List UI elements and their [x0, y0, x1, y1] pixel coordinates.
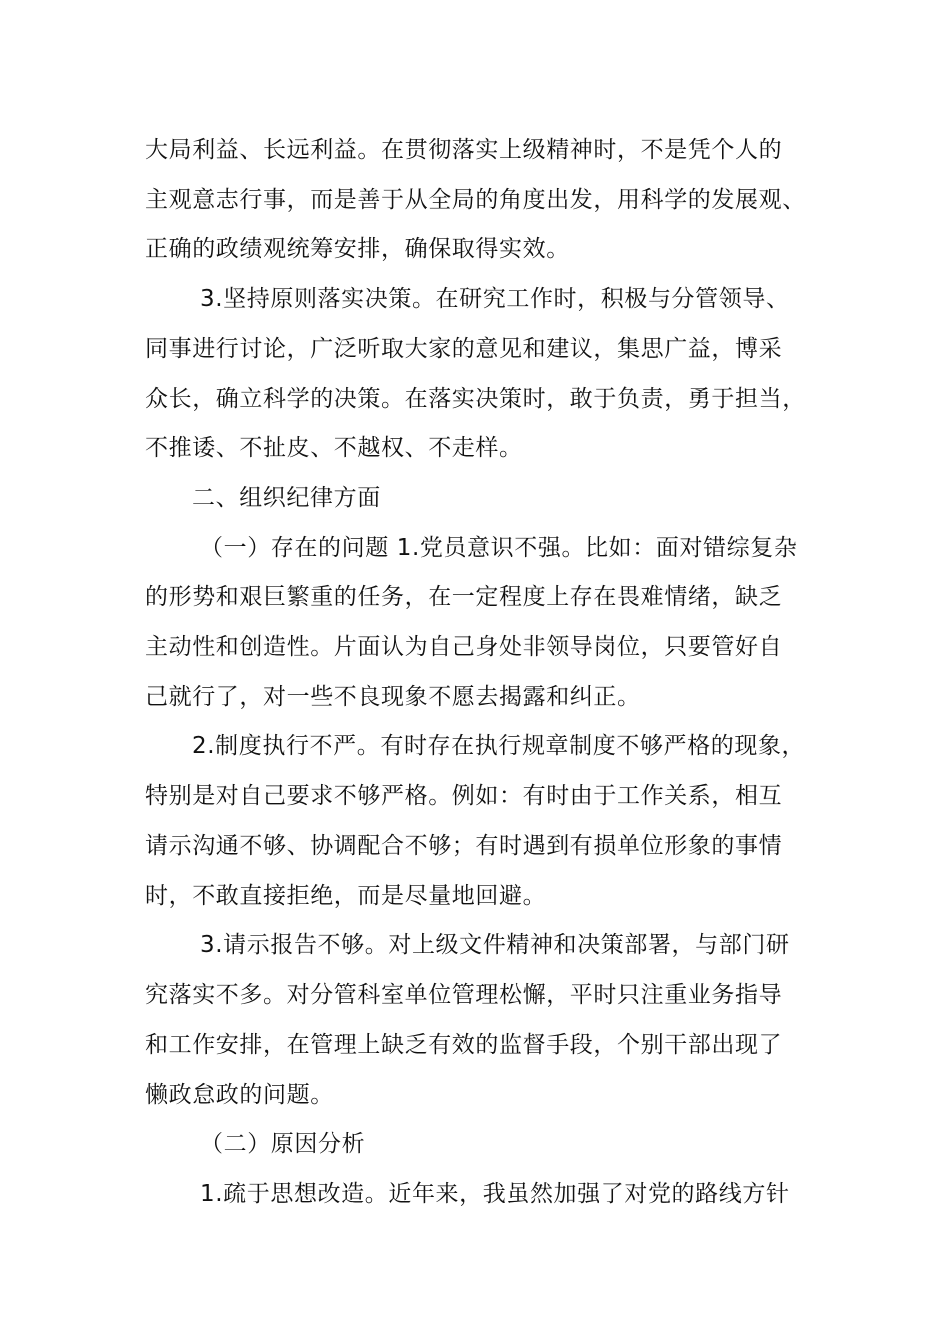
text-line: 同事进行讨论，广泛听取大家的意见和建议，集思广益，博采: [145, 336, 783, 362]
text-line: 不推诿、不扯皮、不越权、不走样。: [145, 435, 523, 461]
text-line: 时，不敢直接拒绝，而是尽量地回避。: [145, 883, 547, 909]
text-line: 和工作安排，在管理上缺乏有效的监督手段，个别干部出现了: [145, 1032, 783, 1058]
text-line: 3.请示报告不够。对上级文件精神和决策部署，与部门研: [200, 932, 790, 958]
text-line: （一）存在的问题 1.党员意识不强。比如：面对错综复杂: [200, 535, 798, 561]
text-line: 究落实不多。对分管科室单位管理松懈，平时只注重业务指导: [145, 982, 783, 1008]
text-line: 主观意志行事，而是善于从全局的角度出发，用科学的发展观、: [145, 187, 806, 213]
text-line: 1.疏于思想改造。近年来，我虽然加强了对党的路线方针: [200, 1181, 790, 1207]
text-line: 3.坚持原则落实决策。在研究工作时，积极与分管领导、: [200, 286, 790, 312]
text-line: 正确的政绩观统筹安排，确保取得实效。: [145, 236, 570, 262]
text-line: 己就行了，对一些不良现象不愿去揭露和纠正。: [145, 684, 641, 710]
section-heading: 二、组织纪律方面: [192, 485, 381, 511]
text-line: 特别是对自己要求不够严格。例如：有时由于工作关系，相互: [145, 783, 783, 809]
text-line: 2.制度执行不严。有时存在执行规章制度不够严格的现象，: [192, 733, 806, 759]
subsection-heading: （二）原因分析: [200, 1131, 366, 1157]
text-line: 众长，确立科学的决策。在落实决策时，敢于负责，勇于担当，: [145, 386, 806, 412]
text-line: 大局利益、长远利益。在贯彻落实上级精神时，不是凭个人的: [145, 137, 783, 163]
text-line: 的形势和艰巨繁重的任务，在一定程度上存在畏难情绪，缺乏: [145, 584, 783, 610]
text-line: 请示沟通不够、协调配合不够；有时遇到有损单位形象的事情: [145, 833, 783, 859]
text-line: 主动性和创造性。片面认为自己身处非领导岗位，只要管好自: [145, 634, 783, 660]
text-line: 懒政怠政的问题。: [145, 1082, 334, 1108]
